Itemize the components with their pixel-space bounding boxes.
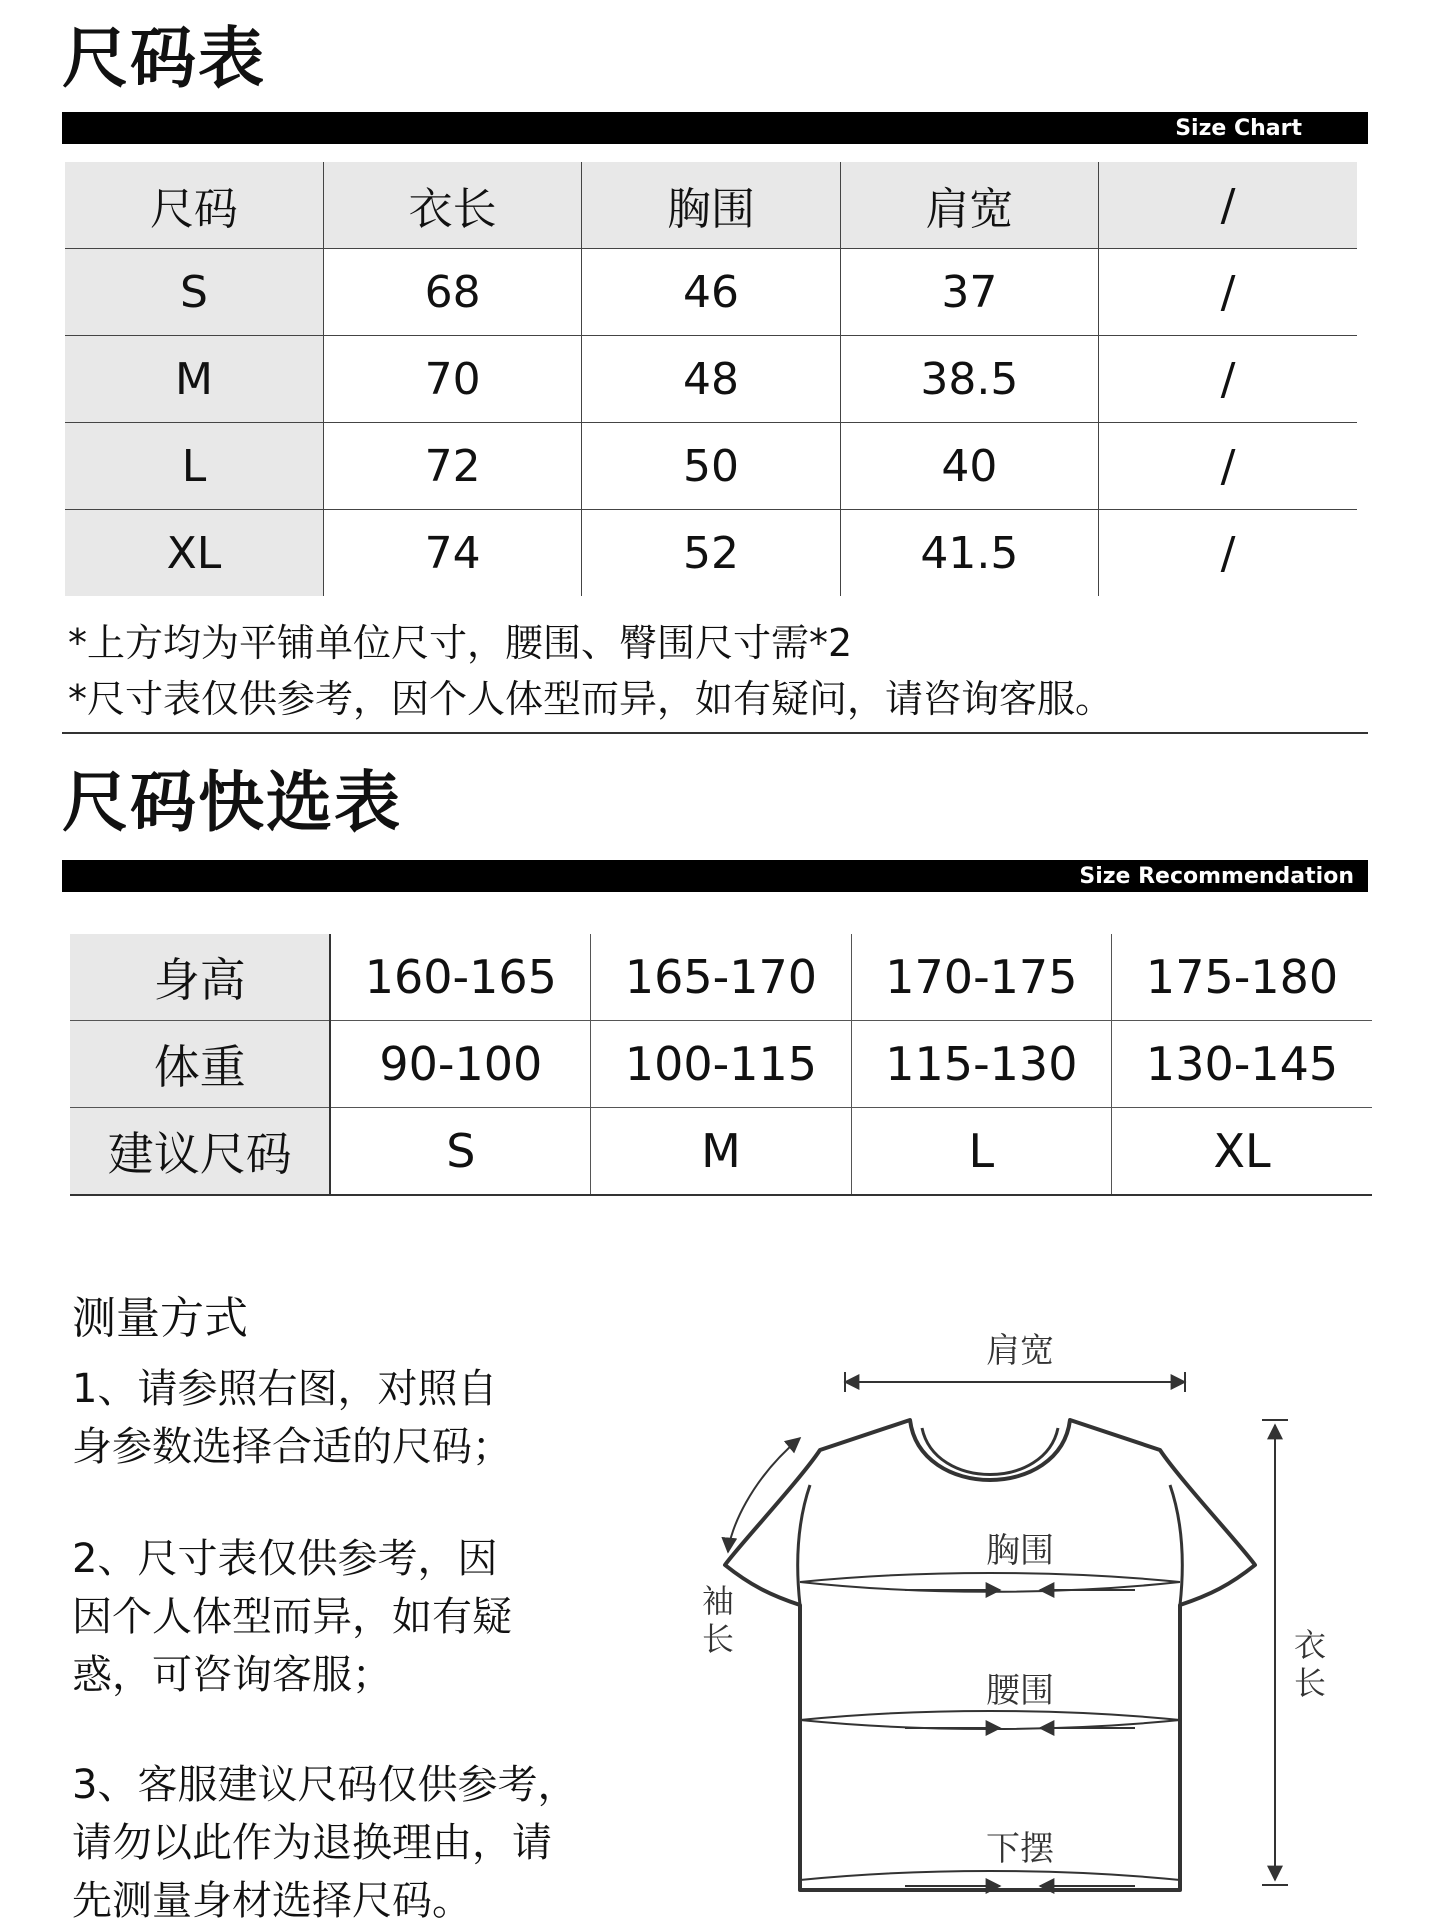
header-cell: 肩宽: [840, 162, 1098, 249]
table-cell: /: [1099, 336, 1357, 423]
table-cell: 100-115: [591, 1021, 851, 1108]
step-line: 2、尺寸表仅供参考，因: [72, 1536, 498, 1582]
table-cell: /: [1099, 423, 1357, 510]
sleeve-arrow-icon: [728, 1438, 800, 1552]
table-cell: 72: [323, 423, 581, 510]
measurement-step-1: [72, 1360, 512, 1476]
row-label: 建议尺码: [70, 1108, 330, 1196]
table-cell: 160-165: [330, 929, 590, 1021]
measurement-step-3: [72, 1756, 577, 1930]
table-cell: 165-170: [591, 929, 851, 1021]
size-cell: M: [65, 336, 323, 423]
recommendation-banner: [62, 860, 1368, 892]
step-line: 3、客服建议尺码仅供参考，: [72, 1762, 578, 1808]
length-label-2: 长: [1293, 1664, 1327, 1702]
hem-label: 下摆: [986, 1829, 1054, 1869]
recommendation-title: 尺码快选表: [62, 764, 402, 841]
chest-line-icon: [800, 1573, 1180, 1582]
table-cell: L: [851, 1108, 1111, 1196]
table-cell: M: [591, 1108, 851, 1196]
table-cell: 50: [582, 423, 840, 510]
table-row: [65, 249, 1357, 336]
table-row: [65, 336, 1357, 423]
sleeve-label-2: 长: [701, 1620, 735, 1658]
recommendation-table: [70, 924, 1372, 1196]
table-cell: 40: [840, 423, 1098, 510]
table-cell: 115-130: [851, 1021, 1111, 1108]
table-row: [70, 1108, 1372, 1196]
row-label: 体重: [70, 1021, 330, 1108]
size-chart-table: [65, 162, 1357, 596]
step-line: 1、请参照右图，对照自: [72, 1366, 498, 1412]
table-cell: 37: [840, 249, 1098, 336]
table-row: [65, 423, 1357, 510]
table-cell: 90-100: [330, 1021, 590, 1108]
table-cell: 38.5: [840, 336, 1098, 423]
tshirt-measurement-diagram: [690, 1320, 1330, 1924]
table-cell: 74: [323, 510, 581, 597]
size-chart-note-1: *上方均为平铺单位尺寸，腰围、臀围尺寸需*2: [68, 621, 853, 665]
table-cell: 175-180: [1112, 929, 1372, 1021]
measurement-title: 测量方式: [72, 1293, 248, 1344]
table-cell: 68: [323, 249, 581, 336]
size-chart-banner: [62, 112, 1368, 144]
table-cell: S: [330, 1108, 590, 1196]
recommendation-subtitle: Size Recommendation: [1079, 863, 1354, 889]
header-cell: 尺码: [65, 162, 323, 249]
table-cell: /: [1099, 249, 1357, 336]
size-cell: XL: [65, 510, 323, 597]
table-cell: 52: [582, 510, 840, 597]
header-cell: 衣长: [323, 162, 581, 249]
table-cell: 130-145: [1112, 1021, 1372, 1108]
size-cell: S: [65, 249, 323, 336]
size-chart-subtitle: Size Chart: [1175, 115, 1302, 141]
step-line: 身参数选择合适的尺码；: [72, 1424, 512, 1470]
table-row: [70, 929, 1372, 1021]
table-cell: 170-175: [851, 929, 1111, 1021]
shoulder-label: 肩宽: [986, 1331, 1054, 1371]
table-cell: 48: [582, 336, 840, 423]
size-chart-title: 尺码表: [62, 20, 266, 97]
table-cell: XL: [1213, 1124, 1271, 1178]
header-cell: /: [1099, 162, 1357, 249]
waist-line-icon: [800, 1711, 1180, 1720]
tshirt-diagram-svg: [690, 1320, 1330, 1920]
table-header-row: [65, 162, 1357, 249]
size-chart-note-2: *尺寸表仅供参考，因个人体型而异，如有疑问，请咨询客服。: [68, 677, 1114, 721]
chest-label: 胸围: [986, 1531, 1054, 1571]
sleeve-label-1: 袖: [701, 1582, 735, 1620]
header-cell: 胸围: [582, 162, 840, 249]
table-cell: 41.5: [840, 510, 1098, 597]
size-cell: L: [65, 423, 323, 510]
table-cell: 70: [323, 336, 581, 423]
table-row: [65, 510, 1357, 597]
step-line: 先测量身材选择尺码。: [72, 1878, 472, 1924]
length-label-1: 衣: [1293, 1626, 1327, 1664]
waist-label: 腰围: [986, 1671, 1054, 1711]
table-cell: 46: [582, 249, 840, 336]
hem-line-icon: [800, 1871, 1180, 1880]
section-divider: [62, 732, 1368, 734]
step-line: 惑，可咨询客服；: [72, 1652, 392, 1698]
measurement-step-2: [72, 1530, 512, 1704]
sleeve-seam-left-icon: [798, 1485, 810, 1605]
table-cell: /: [1220, 527, 1236, 579]
table-row: [70, 1021, 1372, 1108]
tshirt-outline-icon: [725, 1420, 1255, 1890]
step-line: 请勿以此作为退换理由，请: [72, 1820, 552, 1866]
row-label: 身高: [70, 929, 330, 1021]
step-line: 因个人体型而异，如有疑: [72, 1594, 512, 1640]
sleeve-seam-right-icon: [1170, 1485, 1182, 1605]
